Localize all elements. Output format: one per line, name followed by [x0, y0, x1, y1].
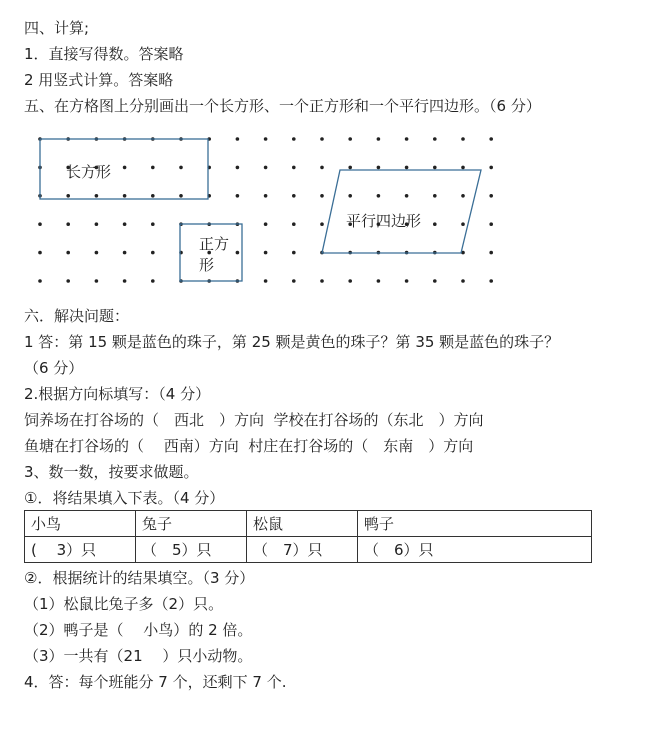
- dot-grid-figure: [0, 125, 655, 295]
- grid-dot: [348, 194, 352, 198]
- grid-dot: [179, 166, 183, 170]
- grid-dot: [433, 279, 437, 283]
- grid-dot: [433, 137, 437, 141]
- section-six-title: 六．解决问题：: [24, 307, 130, 325]
- grid-dot: [348, 137, 352, 141]
- grid-dot: [66, 251, 70, 255]
- grid-dot: [151, 166, 155, 170]
- grid-dot: [151, 251, 155, 255]
- grid-dot: [236, 137, 240, 141]
- grid-dot: [236, 251, 240, 255]
- grid-dot: [95, 251, 99, 255]
- grid-dot: [236, 166, 240, 170]
- answer-line: 1 答：第 15 颗是蓝色的珠子，第 25 颗是黄色的珠子？第 35 颗是蓝色的珠子？: [24, 333, 560, 351]
- grid-dot: [95, 222, 99, 226]
- grid-dot: [377, 279, 381, 283]
- grid-dot: [377, 137, 381, 141]
- table-header-row: [25, 511, 592, 537]
- grid-dot: [320, 137, 324, 141]
- grid-dot: [489, 194, 493, 198]
- grid-dot: [38, 279, 42, 283]
- grid-dot: [320, 194, 324, 198]
- grid-dot: [461, 279, 465, 283]
- grid-dot: [377, 166, 381, 170]
- grid-dot: [236, 194, 240, 198]
- grid-dot: [38, 251, 42, 255]
- table-cell: （ 6）只: [358, 537, 592, 563]
- grid-dot: [405, 137, 409, 141]
- grid-dot: [433, 166, 437, 170]
- table-cell: ( 3）只: [25, 537, 136, 563]
- grid-dot: [292, 166, 296, 170]
- grid-dot: [405, 279, 409, 283]
- table-header-cell: 松鼠: [247, 511, 358, 537]
- grid-dot: [320, 279, 324, 283]
- grid-dot: [433, 222, 437, 226]
- grid-dot: [489, 251, 493, 255]
- answer-line: （3）一共有（21 ）只小动物。: [24, 647, 253, 665]
- answer-line: （1）松鼠比兔子多（2）只。: [24, 595, 224, 613]
- grid-dot: [461, 137, 465, 141]
- grid-dot: [151, 194, 155, 198]
- table-cell: （ 5）只: [136, 537, 247, 563]
- grid-dot: [123, 166, 127, 170]
- answer-line: 4．答：每个班能分 7 个，还剩下 7 个.: [24, 673, 287, 691]
- grid-dot: [264, 194, 268, 198]
- grid-dot: [151, 279, 155, 283]
- grid-dot: [66, 222, 70, 226]
- grid-dot: [292, 279, 296, 283]
- answer-line: 2 用竖式计算。答案略: [24, 71, 174, 89]
- grid-dot: [489, 279, 493, 283]
- grid-dot: [66, 194, 70, 198]
- grid-dot: [179, 194, 183, 198]
- grid-dot: [461, 166, 465, 170]
- grid-dot: [461, 222, 465, 226]
- grid-dot: [405, 194, 409, 198]
- grid-dot: [95, 279, 99, 283]
- grid-dot: [348, 279, 352, 283]
- answer-line: （2）鸭子是（ 小鸟）的 2 倍。: [24, 621, 253, 639]
- section-five-title: 五、在方格图上分别画出一个长方形、一个正方形和一个平行四边形。（6 分）: [24, 97, 541, 115]
- grid-dot: [292, 251, 296, 255]
- grid-dot: [264, 251, 268, 255]
- question-title: 3、数一数，按要求做题。: [24, 463, 199, 481]
- rectangle-label: 长方形: [66, 163, 112, 181]
- question-title: ①．将结果填入下表。（4 分）: [24, 489, 225, 507]
- grid-dot: [405, 166, 409, 170]
- grid-dot: [264, 137, 268, 141]
- grid-dot: [461, 194, 465, 198]
- grid-dots: [38, 137, 493, 283]
- parallelogram-label: 平行四边形: [346, 212, 422, 230]
- grid-dot: [292, 137, 296, 141]
- grid-dot: [292, 222, 296, 226]
- answer-line: 饲养场在打谷场的（ 西北 ）方向 学校在打谷场的（东北 ）方向: [24, 411, 484, 429]
- grid-dot: [95, 194, 99, 198]
- grid-dot: [123, 279, 127, 283]
- grid-dot: [489, 222, 493, 226]
- square-label-top: 正方: [199, 235, 230, 253]
- grid-dot: [264, 166, 268, 170]
- grid-dot: [123, 222, 127, 226]
- grid-dot: [489, 137, 493, 141]
- grid-dot: [292, 194, 296, 198]
- answer-line: 1．直接写得数。答案略: [24, 45, 184, 63]
- grid-dot: [489, 166, 493, 170]
- animal-count-table: [24, 510, 592, 563]
- table-header-cell: 小鸟: [25, 511, 136, 537]
- table-header-cell: 兔子: [136, 511, 247, 537]
- grid-dot: [320, 166, 324, 170]
- grid-dot: [377, 194, 381, 198]
- table-cell: （ 7）只: [247, 537, 358, 563]
- grid-dot: [348, 166, 352, 170]
- table-header-cell: 鸭子: [358, 511, 592, 537]
- grid-dot: [264, 222, 268, 226]
- grid-dot: [151, 222, 155, 226]
- grid-dot: [320, 222, 324, 226]
- question-title: 2.根据方向标填写：（4 分）: [24, 385, 211, 403]
- score-note: （6 分）: [24, 359, 84, 377]
- grid-dot: [123, 194, 127, 198]
- square-label-bottom: 形: [199, 256, 215, 274]
- grid-dot: [38, 222, 42, 226]
- grid-dot: [66, 279, 70, 283]
- grid-dot: [264, 279, 268, 283]
- section-four-title: 四、计算;: [24, 19, 90, 37]
- grid-dot: [123, 251, 127, 255]
- grid-dot: [433, 194, 437, 198]
- table-row: [25, 537, 592, 563]
- question-title: ②．根据统计的结果填空。（3 分）: [24, 569, 255, 587]
- answer-line: 鱼塘在打谷场的（ 西南）方向 村庄在打谷场的（ 东南 ）方向: [24, 437, 474, 455]
